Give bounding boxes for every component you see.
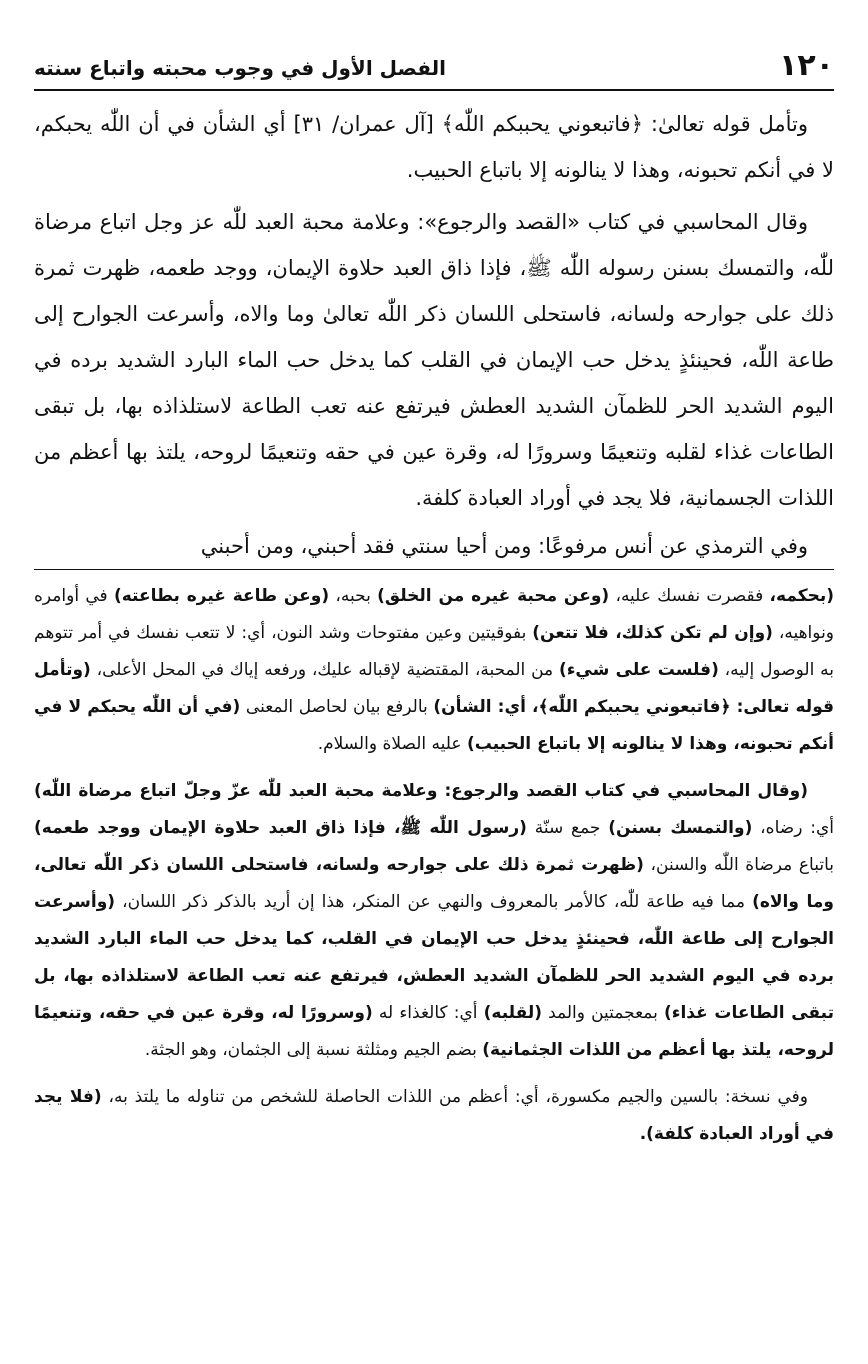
commentary-lemma: (في أن اللّٰه يحبكم لا في أنكم تحبونه، وهذا لا ينالونه إلا باتباع الحبيب) xyxy=(34,697,834,754)
commentary-lemma: (وعن طاعة غيره بطاعته) xyxy=(113,586,330,606)
page-number: ١٢٠ xyxy=(779,48,834,83)
commentary-gloss: من المحبة، المقتضية لإقباله عليك، ورفعه إياك في المحل الأعلى، xyxy=(90,660,559,680)
commentary-lemma: (ظهرت ثمرة ذلك على جوارحه ولسانه، فاستحلى اللسان ذكر اللّٰه تعالى، وما والاه) xyxy=(34,855,834,912)
commentary-gloss: بفوقيتين وعين مفتوحات وشد النون، أي: لا تتعب نفسك في أمر تتوهم به الوصول إليه، xyxy=(34,623,834,680)
commentary-gloss: جمع سنّة xyxy=(526,818,609,838)
commentary-paragraph-2 xyxy=(34,773,834,1069)
main-paragraph-quran-citation: وتأمل قوله تعالىٰ: ﴿فاتبعوني يحببكم اللّٰه﴾ [آل عمران/ ٣١] أي الشأن في أن اللّٰه يحبكم، لا في أنكم تحبونه، وهذا لا ينالونه إلا باتباع الحبيب. xyxy=(34,112,834,182)
commentary-lemma: (وسرورًا له، وقرة عين في حقه، وتنعيمًا لروحه، يلتذ بها أعظم من اللذات الجثمانية) xyxy=(34,1003,834,1060)
main-paragraph-muhasibi: وقال المحاسبي في كتاب «القصد والرجوع»: وعلامة محبة العبد للّٰه عز وجل اتباع مرضاة للّٰه، والتمسك بسنن رسوله اللّٰه ﷺ، فإذا ذاق العبد حلاوة الإيمان، ووجد طعمه، ظهرت ثمرة ذلك على جوارحه ولسانه، فاستحلى اللسان ذكر اللّٰه تعالىٰ وما والاه، وأسرعت الجوارح إلى طاعة اللّٰه، فحينئذٍ يدخل حب الإيمان في القلب كما يدخل حب الماء البارد الشديد برده في اليوم الشديد الحر للظمآن الشديد العطش فيرتفع عنه تعب الطاعة لاستلذاذه بها، بل تبقى الطاعات غذاء لقلبه وتنعيمًا وسرورًا له، وقرة عين في حقه وتنعيمًا لروحه، يلتذ بها أعظم من اللذات الجسمانية، فلا يجد في أوراد العبادة كلفة. xyxy=(34,210,834,510)
commentary-gloss: عليه الصلاة والسلام. xyxy=(317,734,467,754)
commentary-lemma: (بحكمه، xyxy=(769,586,835,606)
main-text xyxy=(34,101,834,521)
commentary-lemma: (وعن محبة غيره من الخلق) xyxy=(377,586,610,606)
commentary-lemma: (فلست على شيء) xyxy=(558,660,719,680)
hadith-line: وفي الترمذي عن أنس مرفوعًا: ومن أحيا سنتي فقد أحبني، ومن أحبني xyxy=(34,527,834,570)
commentary xyxy=(34,578,834,1153)
running-head xyxy=(34,48,834,91)
commentary-paragraph-1 xyxy=(34,578,834,763)
commentary-lemma: (وقال المحاسبي في كتاب القصد والرجوع: وعلامة محبة العبد للّٰه عزّ وجلّ اتباع مرضاة اللّٰه) xyxy=(34,781,808,801)
commentary-gloss: فقصرت نفسك عليه، xyxy=(609,586,770,606)
commentary-gloss: بضم الجيم ومثلثة نسبة إلى الجثمان، وهو الجثة. xyxy=(144,1040,483,1060)
commentary-gloss: في أوامره ونواهيه، xyxy=(34,586,835,643)
commentary-lemma: (وأسرعت الجوارح إلى طاعة اللّٰه، فحينئذٍ يدخل حب الإيمان في القلب، كما يدخل حب الماء البارد الشديد برده في اليوم الشديد الحر للظمآن الشديد العطش، فيرتفع عنه تعب الطاعة لاستلذاذه بها، بل تبقى الطاعات غذاء) xyxy=(34,892,834,1023)
page xyxy=(34,48,834,1163)
commentary-paragraph-3 xyxy=(34,1079,834,1153)
commentary-gloss: أي: كالغذاء له xyxy=(372,1003,484,1023)
commentary-gloss: مما فيه طاعة للّٰه، كالأمر بالمعروف والنهي عن المنكر، هذا إن أريد بالذكر ذكر اللسان، xyxy=(115,892,753,912)
commentary-gloss: وفي نسخة: بالسين والجيم مكسورة، أي: أعظم من اللذات الحاصلة للشخص من تناوله ما يلتذ به، xyxy=(101,1087,808,1107)
commentary-lemma: (وإن لم تكن كذلك، فلا تتعن) xyxy=(532,623,773,643)
commentary-gloss: بمعجمتين والمد xyxy=(541,1003,664,1023)
commentary-lemma: (فلا يجد في أوراد العبادة كلفة). xyxy=(34,1087,834,1144)
commentary-gloss: بالرفع بيان لحاصل المعنى xyxy=(240,697,434,717)
commentary-gloss: بحبه، xyxy=(329,586,378,606)
chapter-title: الفصل الأول في وجوب محبته واتباع سنته xyxy=(34,56,446,80)
commentary-lemma: (لقلبه) xyxy=(483,1003,542,1023)
commentary-lemma: (رسول اللّٰه ﷺ، فإذا ذاق العبد حلاوة الإيمان ووجد طعمه) xyxy=(34,818,527,838)
commentary-gloss: أي: رضاه، xyxy=(752,818,834,838)
commentary-lemma: (والتمسك بسنن) xyxy=(608,818,753,838)
commentary-lemma: (وتأمل قوله تعالى: ﴿فاتبعوني يحببكم اللّٰه﴾، أي: الشأن) xyxy=(34,660,834,717)
commentary-gloss: باتباع مرضاة اللّٰه والسنن، xyxy=(643,855,835,875)
